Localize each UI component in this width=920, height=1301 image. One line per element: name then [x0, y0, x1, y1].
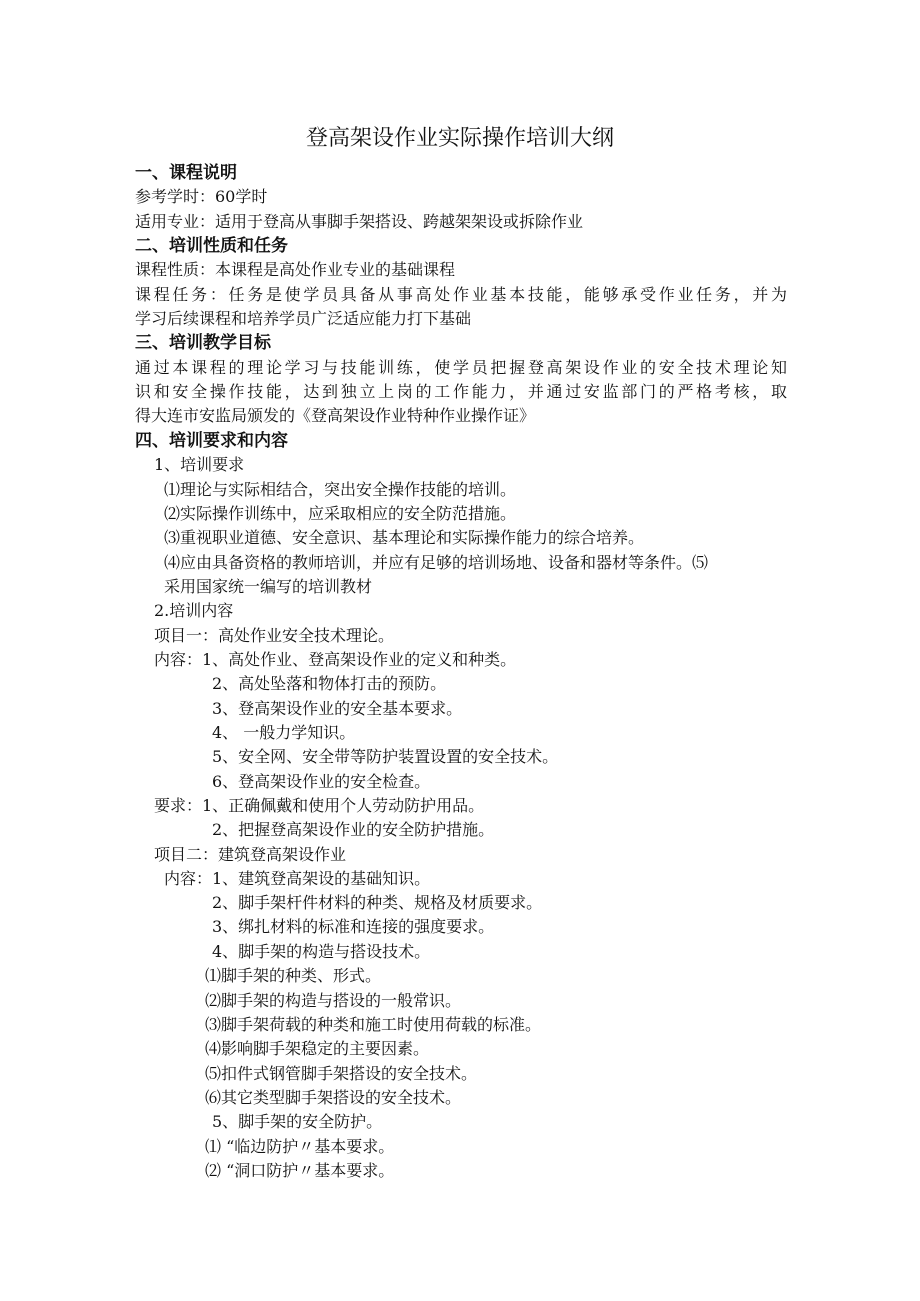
project-two-content-item: 2、脚手架杆件材料的种类、规格及材质要求。 — [212, 893, 543, 912]
project-two-content-item: 5、脚手架的安全防护。 — [212, 1112, 383, 1131]
project-one-content-item: 4、 一般力学知识。 — [212, 723, 356, 742]
project-two-subitem: ⑸扣件式钢管脚手架搭设的安全技术。 — [205, 1064, 478, 1083]
goal-paragraph-line-3: 得大连市安监局颁发的《登高架设作业特种作业操作证》 — [135, 406, 536, 425]
project-two-subitem: ⑵ “洞口防护〃基本要求。 — [205, 1161, 395, 1180]
reference-hours: 参考学时：60学时 — [135, 187, 268, 206]
project-two-content-item: 3、绑扎材料的标准和连接的强度要求。 — [212, 917, 495, 936]
subheading-training-content: 2.培训内容 — [154, 601, 234, 620]
project-one-content-item: 2、高处坠落和物体打击的预防。 — [212, 674, 447, 693]
project-two-content-item: 内容：1、建筑登高架设的基础知识。 — [164, 869, 431, 888]
project-two-content-item: 4、脚手架的构造与搭设技术。 — [212, 942, 431, 961]
applicable-major: 适用专业：适用于登高从事脚手架搭设、跨越架架设或拆除作业 — [135, 212, 584, 231]
project-one-requirement-item: 要求：1、正确佩戴和使用个人劳动防护用品。 — [154, 796, 485, 815]
project-one-content-item: 6、登高架设作业的安全检查。 — [212, 772, 431, 791]
requirement-item: 采用国家统一编写的培训教材 — [164, 577, 373, 596]
section-heading-course-description: 一、课程说明 — [135, 163, 237, 183]
course-nature: 课程性质：本课程是高处作业专业的基础课程 — [135, 260, 456, 279]
section-heading-requirements-content: 四、培训要求和内容 — [135, 431, 288, 451]
requirement-item: ⑷应由具备资格的教师培训，并应有足够的培训场地、设备和器材等条件。⑸ — [164, 553, 709, 572]
section-heading-nature-tasks: 二、培训性质和任务 — [135, 236, 288, 256]
requirement-item: ⑵实际操作训练中，应采取相应的安全防范措施。 — [164, 504, 517, 523]
course-task-line-1: 课程任务：任务是使学员具备从事高处作业基本技能，能够承受作业任务，并为 — [135, 285, 787, 304]
goal-paragraph-line-2: 识和安全操作技能，达到独立上岗的工作能力，并通过安监部门的严格考核，取 — [135, 382, 787, 401]
project-two-subitem: ⑶脚手架荷载的种类和施工时使用荷载的标准。 — [205, 1015, 542, 1034]
requirement-item: ⑶重视职业道德、安全意识、基本理论和实际操作能力的综合培养。 — [164, 528, 645, 547]
project-one-content-item: 3、登高架设作业的安全基本要求。 — [212, 699, 463, 718]
requirement-item: ⑴理论与实际相结合，突出安全操作技能的培训。 — [164, 480, 517, 499]
project-one-content-item: 5、安全网、安全带等防护装置设置的安全技术。 — [212, 747, 559, 766]
goal-paragraph-line-1: 通过本课程的理论学习与技能训练，使学员把握登高架设作业的安全技术理论知 — [135, 358, 787, 377]
project-one-requirement-item: 2、把握登高架设作业的安全防护措施。 — [212, 820, 495, 839]
project-two-subitem: ⑵脚手架的构造与搭设的一般常识。 — [205, 991, 462, 1010]
project-one-title: 项目一：高处作业安全技术理论。 — [154, 626, 395, 645]
subheading-training-requirements: 1、培训要求 — [154, 455, 245, 474]
project-two-subitem: ⑴ “临边防护〃基本要求。 — [205, 1137, 395, 1156]
course-task-line-2: 学习后续课程和培养学员广泛适应能力打下基础 — [135, 309, 472, 328]
project-one-content-item: 内容：1、高处作业、登高架设作业的定义和种类。 — [154, 650, 517, 669]
project-two-title: 项目二：建筑登高架设作业 — [154, 845, 347, 864]
section-heading-teaching-goals: 三、培训教学目标 — [135, 333, 271, 353]
project-two-subitem: ⑹其它类型脚手架搭设的安全技术。 — [205, 1088, 462, 1107]
project-two-subitem: ⑷影响脚手架稳定的主要因素。 — [205, 1039, 430, 1058]
document-title: 登高架设作业实际操作培训大纲 — [305, 126, 614, 151]
project-two-subitem: ⑴脚手架的种类、形式。 — [205, 966, 382, 985]
